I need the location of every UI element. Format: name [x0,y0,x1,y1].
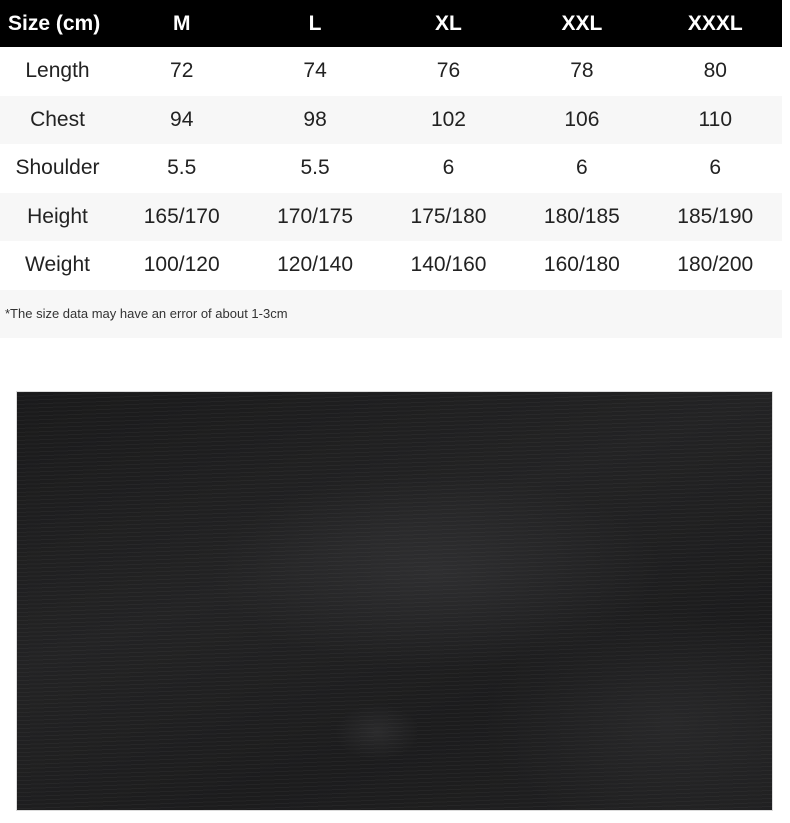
table-cell: 110 [698,107,732,131]
table-cell: 5.5 [167,156,197,180]
table-cell: 78 [570,59,594,83]
row-label: Chest [30,107,85,131]
row-label: Shoulder [15,156,100,180]
table-cell: 5.5 [300,156,330,180]
table-row-chest [0,96,782,145]
table-cell: 98 [303,107,327,131]
size-chart-header-row [0,0,782,47]
table-cell: 6 [709,156,722,180]
row-label: Length [25,59,90,83]
header-size-m: M [172,11,191,35]
table-cell: 100/120 [143,253,220,277]
table-cell: 6 [576,156,588,180]
table-cell: 180/185 [543,204,620,228]
table-cell: 170/175 [277,204,354,228]
table-cell: 175/180 [410,204,487,228]
header-size-xxxl: XXXL [687,11,743,35]
table-cell: 180/200 [677,253,754,277]
row-label: Weight [25,253,90,277]
row-label: Height [27,204,88,228]
table-cell: 74 [303,59,327,83]
table-row-weight [0,241,782,290]
table-cell: 106 [564,107,600,131]
header-size-xxl: XXL [561,11,603,35]
table-cell: 120/140 [277,253,354,277]
table-cell: 185/190 [677,204,754,228]
table-cell: 160/180 [543,253,620,277]
size-chart-table [0,0,782,338]
table-cell: 140/160 [410,253,487,277]
table-cell: 94 [170,107,194,131]
table-cell: 6 [442,156,455,180]
fabric-detail-photo [16,391,773,811]
header-size-label: Size (cm) [8,11,101,35]
table-cell: 80 [703,59,727,83]
table-row-shoulder [0,144,782,193]
header-size-l: L [308,11,322,35]
table-cell: 76 [436,59,461,83]
size-error-note: *The size data may have an error of about 1-3cm [5,306,288,321]
table-row-height [0,193,782,242]
table-cell: 102 [430,107,466,131]
table-row-length [0,47,782,96]
table-cell: 165/170 [143,204,220,228]
table-cell: 72 [170,59,194,83]
size-note-row [0,290,782,338]
header-size-xl: XL [435,11,462,35]
